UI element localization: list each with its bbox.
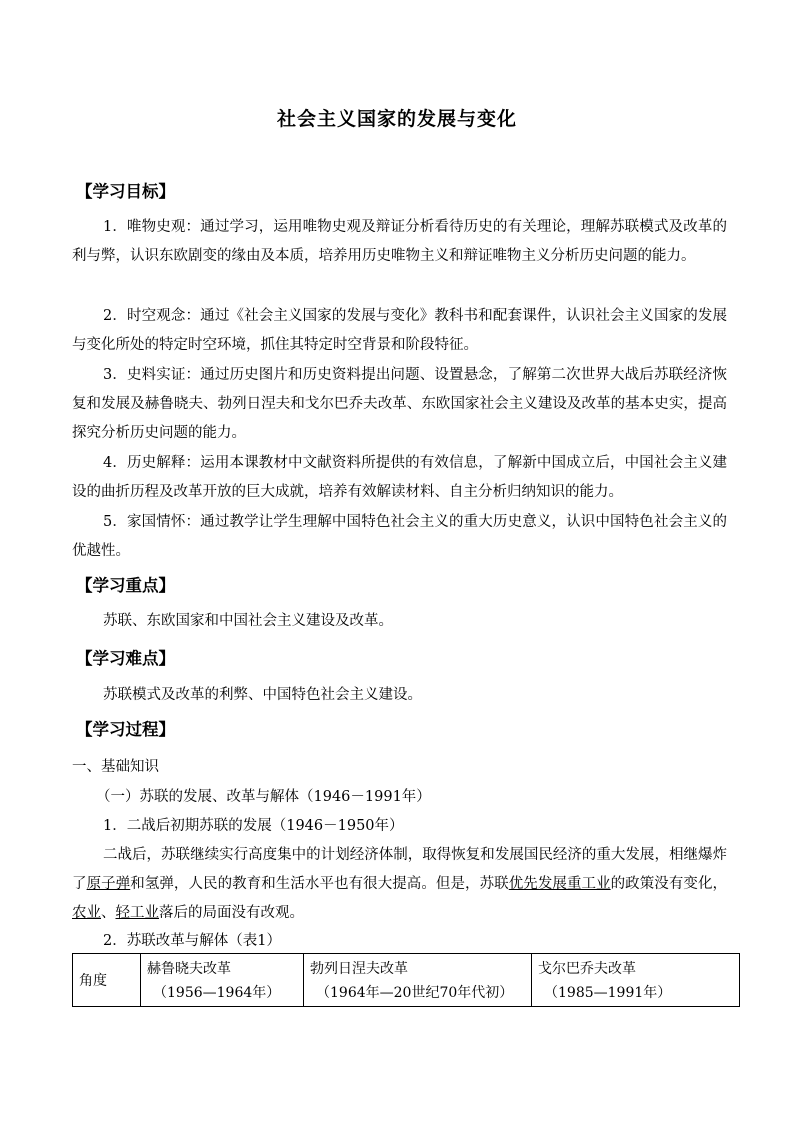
underlined-term: 优先发展重工业 (508, 876, 611, 892)
difficulty-text: 苏联模式及改革的利弊、中国特色社会主义建设。 (103, 687, 422, 703)
page-title: 社会主义国家的发展与变化 (276, 108, 517, 130)
reform-table (72, 953, 740, 1007)
key-points-heading: 【学习重点】 (76, 576, 175, 595)
table-header-cell: 角度 (73, 954, 141, 1007)
subsection-reform: 2．苏联改革与解体（表1） (103, 933, 281, 949)
subsection-ussr: （一）苏联的发展、改革与解体（1946－1991年） (96, 789, 431, 805)
table-header-cell: 勃列日涅夫改革 （1964年—20世纪70年代初） (304, 954, 532, 1007)
table-header-cell: 赫鲁晓夫改革 （1956—1964年） (141, 954, 304, 1007)
objective-4: 4．历史解释：运用本课教材中文献资料所提供的有效信息，了解新中国成立后，中国社会主义建设的曲折历程及改革开放的巨大成就，培养有效解读材料、自主分析归纳知识的能力。 (72, 455, 727, 500)
postwar-paragraph: 二战后，苏联继续实行高度集中的计划经济体制，取得恢复和发展国民经济的重大发展，相继爆炸了原子弹和氢弹，人民的教育和生活水平也有很大提高。但是，苏联优先发展重工业的政策没有变化，农业、轻工业落后的局面没有改观。 (72, 847, 728, 921)
underlined-term: 轻工业 (115, 905, 159, 921)
objective-3: 3．史料实证：通过历史图片和历史资料提出问题、设置悬念，了解第二次世界大战后苏联经济恢复和发展及赫鲁晓夫、勃列日涅夫和戈尔巴乔夫改革、东欧国家社会主义建设及改革的基本史实，提高探究分析历史问题的能力。 (72, 367, 727, 441)
underlined-term: 原子弹 (86, 876, 131, 892)
process-heading: 【学习过程】 (76, 720, 175, 739)
underlined-term: 农业 (72, 905, 101, 921)
objective-2: 2．时空观念：通过《社会主义国家的发展与变化》教科书和配套课件，认识社会主义国家的发展与变化所处的特定时空环境，抓住其特定时空背景和阶段特征。 (72, 308, 727, 353)
basic-knowledge-heading: 一、基础知识 (72, 759, 159, 775)
objective-1: 1．唯物史观：通过学习，运用唯物史观及辩证分析看待历史的有关理论，理解苏联模式及改革的利与弊，认识东欧剧变的缘由及本质，培养用历史唯物主义和辩证唯物主义分析历史问题的能力。 (72, 219, 727, 264)
subsection-postwar: 1．二战后初期苏联的发展（1946－1950年） (103, 818, 404, 834)
objectives-heading: 【学习目标】 (76, 182, 175, 201)
table-row (73, 954, 740, 1007)
objective-5: 5．家国情怀：通过教学让学生理解中国特色社会主义的重大历史意义，认识中国特色社会主义的优越性。 (72, 514, 727, 559)
difficulty-heading: 【学习难点】 (76, 649, 175, 668)
table-header-cell: 戈尔巴乔夫改革 （1985—1991年） (532, 954, 740, 1007)
key-points-text: 苏联、东欧国家和中国社会主义建设及改革。 (103, 613, 393, 629)
